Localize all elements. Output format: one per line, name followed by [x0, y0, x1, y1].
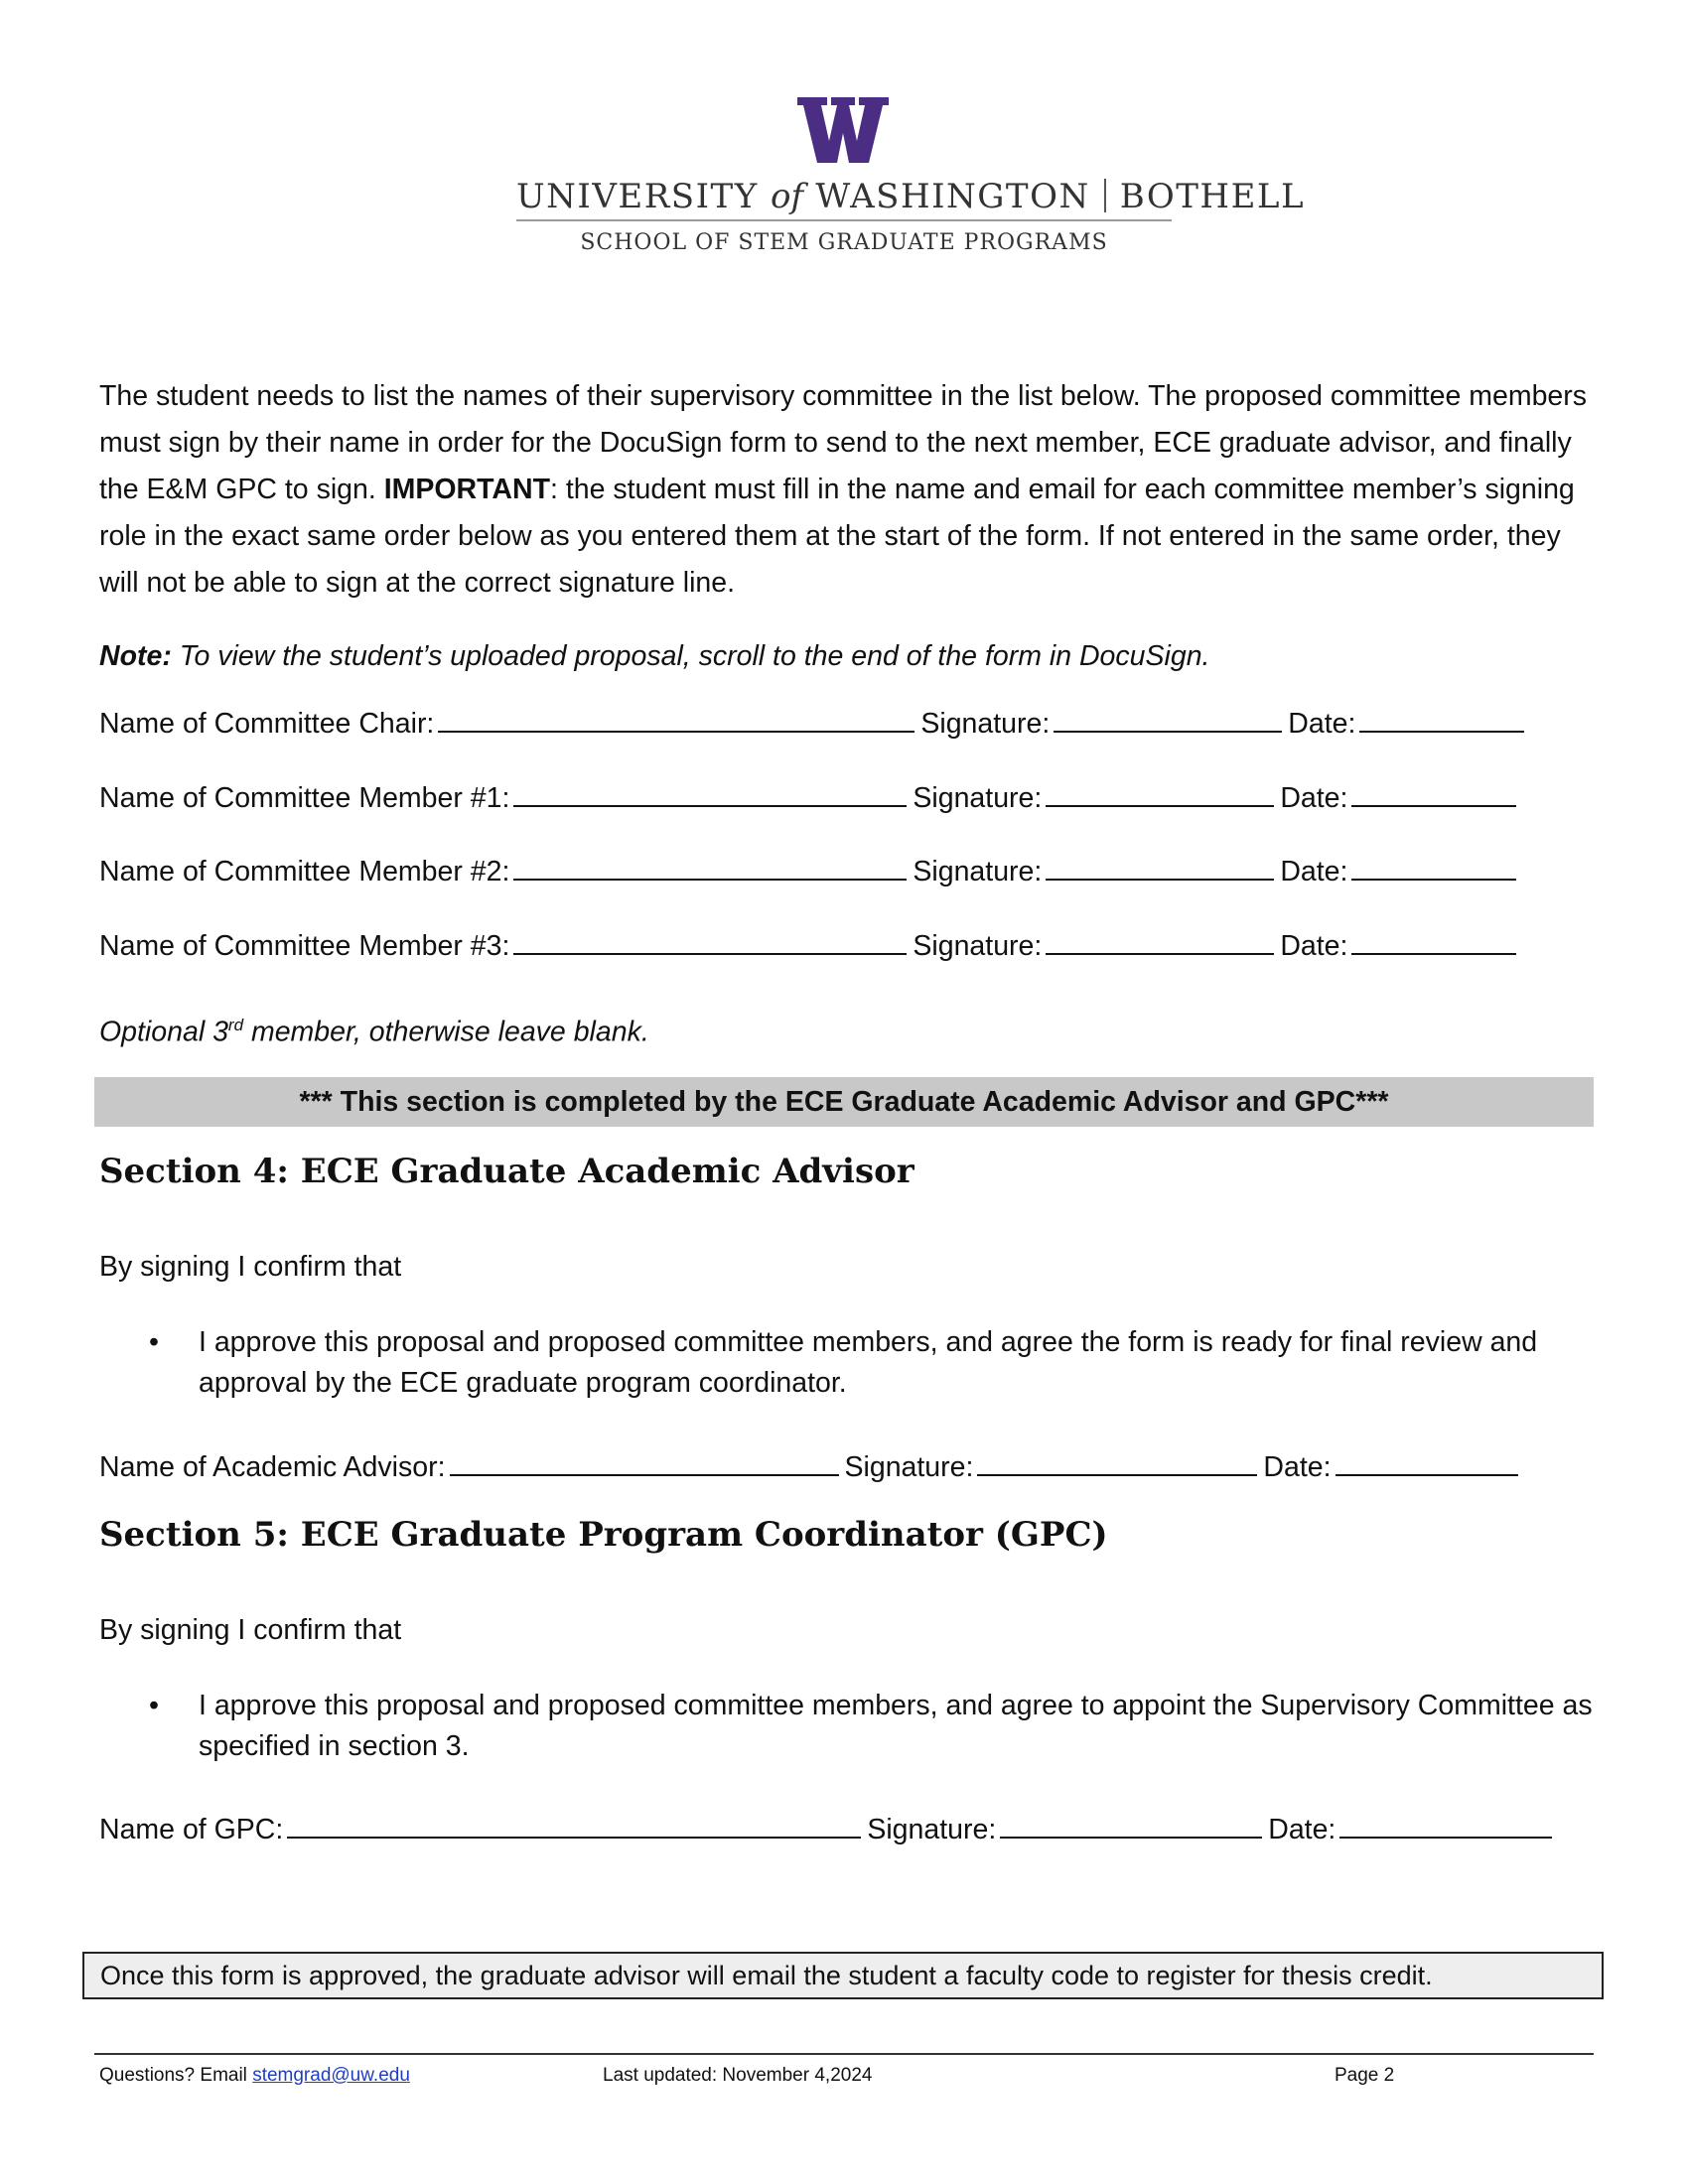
committee-member-2-name-field[interactable] [513, 851, 907, 881]
campus-name: BOTHELL [1119, 177, 1306, 216]
optional-member-note [99, 1006, 649, 1052]
committee-member-2-date-field[interactable] [1351, 851, 1516, 881]
bullet-icon: • [149, 1326, 159, 1358]
committee-member-1-label: Name of Committee Member #1: [99, 782, 510, 814]
academic-advisor-row [99, 1446, 1524, 1487]
footer-last-updated: Last updated: November 4,2024 [603, 2065, 873, 2086]
academic-advisor-signature-field[interactable] [977, 1446, 1257, 1476]
committee-member-2-label: Name of Committee Member #2: [99, 856, 510, 887]
washington-word: WASHINGTON [815, 177, 1090, 216]
note-label: Note: [99, 640, 172, 672]
signature-label: Signature: [913, 782, 1043, 814]
footer-rule [94, 2053, 1594, 2055]
section-4-heading: Section 4: ECE Graduate Academic Advisor [99, 1152, 914, 1191]
note-line [99, 633, 1209, 680]
gpc-date-field[interactable] [1339, 1809, 1552, 1839]
intro-text-2: : the student must fill in the name and email for each committee member’s signing role in the exact same order below as you entered them at the start of the form. If not entered in the same order, they will not be able to sign at the correct signature line. [99, 474, 1575, 599]
section-4-confirm-text: By signing I confirm that [99, 1251, 402, 1283]
committee-member-3-signature-field[interactable] [1046, 925, 1274, 955]
university-wordmark [516, 177, 1306, 216]
section-5-bullet-text: I approve this proposal and proposed committee members, and agree to appoint the Supervisory Committee as specified in section 3. [199, 1690, 1593, 1762]
committee-member-3-label: Name of Committee Member #3: [99, 930, 510, 962]
wordmark-divider [1104, 179, 1106, 212]
optional-suffix: member, otherwise leave blank. [243, 1016, 649, 1048]
university-word: UNIVERSITY [516, 177, 759, 216]
bullet-icon: • [149, 1690, 159, 1721]
footer-questions-prefix: Questions? Email [99, 2065, 253, 2086]
footer-questions [99, 2063, 410, 2089]
committee-chair-row [99, 703, 1530, 744]
optional-prefix: Optional 3 [99, 1016, 228, 1048]
date-label: Date: [1280, 856, 1348, 887]
committee-member-3-date-field[interactable] [1351, 925, 1516, 955]
footer-email-link[interactable]: stemgrad@uw.edu [252, 2065, 410, 2086]
date-label: Date: [1268, 1814, 1336, 1845]
committee-chair-label: Name of Committee Chair: [99, 708, 435, 740]
committee-chair-signature-field[interactable] [1054, 703, 1282, 733]
logo-rule [516, 219, 1172, 221]
uw-w-logo-icon [797, 97, 889, 163]
academic-advisor-name-field[interactable] [450, 1446, 839, 1476]
intro-paragraph [99, 373, 1599, 607]
advisor-section-banner: *** This section is completed by the ECE Graduate Academic Advisor and GPC*** [94, 1077, 1594, 1127]
committee-member-1-signature-field[interactable] [1046, 777, 1274, 807]
gpc-signature-field[interactable] [1000, 1809, 1262, 1839]
committee-member-1-name-field[interactable] [513, 777, 907, 807]
intro-text-1: The student needs to list the names of their supervisory committee in the list below. The proposed committee members must sign by their name in order for the DocuSign form to send to the next member, ECE graduate advisor, and finally the E&M GPC to sign. [99, 380, 1588, 505]
important-label: IMPORTANT [383, 474, 550, 505]
section-4-bullet-text: I approve this proposal and proposed committee members, and agree the form is ready for final review and approval by the ECE graduate program coordinator. [199, 1326, 1538, 1399]
university-of: of [770, 177, 804, 216]
note-text: To view the student’s uploaded proposal, scroll to the end of the form in DocuSign. [171, 640, 1210, 672]
academic-advisor-date-field[interactable] [1336, 1446, 1518, 1476]
gpc-row [99, 1809, 1558, 1849]
committee-member-2-signature-field[interactable] [1046, 851, 1274, 881]
date-label: Date: [1288, 708, 1356, 740]
signature-label: Signature: [913, 930, 1043, 962]
section-5-heading: Section 5: ECE Graduate Program Coordinator (GPC) [99, 1515, 1108, 1555]
school-name: SCHOOL OF STEM GRADUATE PROGRAMS [580, 230, 1108, 255]
committee-chair-date-field[interactable] [1359, 703, 1524, 733]
committee-member-1-date-field[interactable] [1351, 777, 1516, 807]
date-label: Date: [1280, 782, 1348, 814]
signature-label: Signature: [913, 856, 1043, 887]
committee-chair-name-field[interactable] [438, 703, 914, 733]
signature-label: Signature: [867, 1814, 997, 1845]
approval-notice-box: Once this form is approved, the graduate advisor will email the student a faculty code to register for thesis credit. [82, 1952, 1604, 1999]
committee-member-3-row [99, 925, 1522, 966]
committee-member-2-row [99, 851, 1522, 891]
academic-advisor-label: Name of Academic Advisor: [99, 1451, 446, 1483]
date-label: Date: [1263, 1451, 1332, 1483]
section-5-confirm-text: By signing I confirm that [99, 1614, 402, 1646]
gpc-name-label: Name of GPC: [99, 1814, 284, 1845]
optional-superscript: rd [227, 1016, 244, 1034]
committee-member-1-row [99, 777, 1522, 818]
signature-label: Signature: [920, 708, 1051, 740]
footer-page-number: Page 2 [1335, 2065, 1395, 2086]
date-label: Date: [1280, 930, 1348, 962]
committee-member-3-name-field[interactable] [513, 925, 907, 955]
gpc-name-field[interactable] [287, 1809, 861, 1839]
signature-label: Signature: [844, 1451, 974, 1483]
